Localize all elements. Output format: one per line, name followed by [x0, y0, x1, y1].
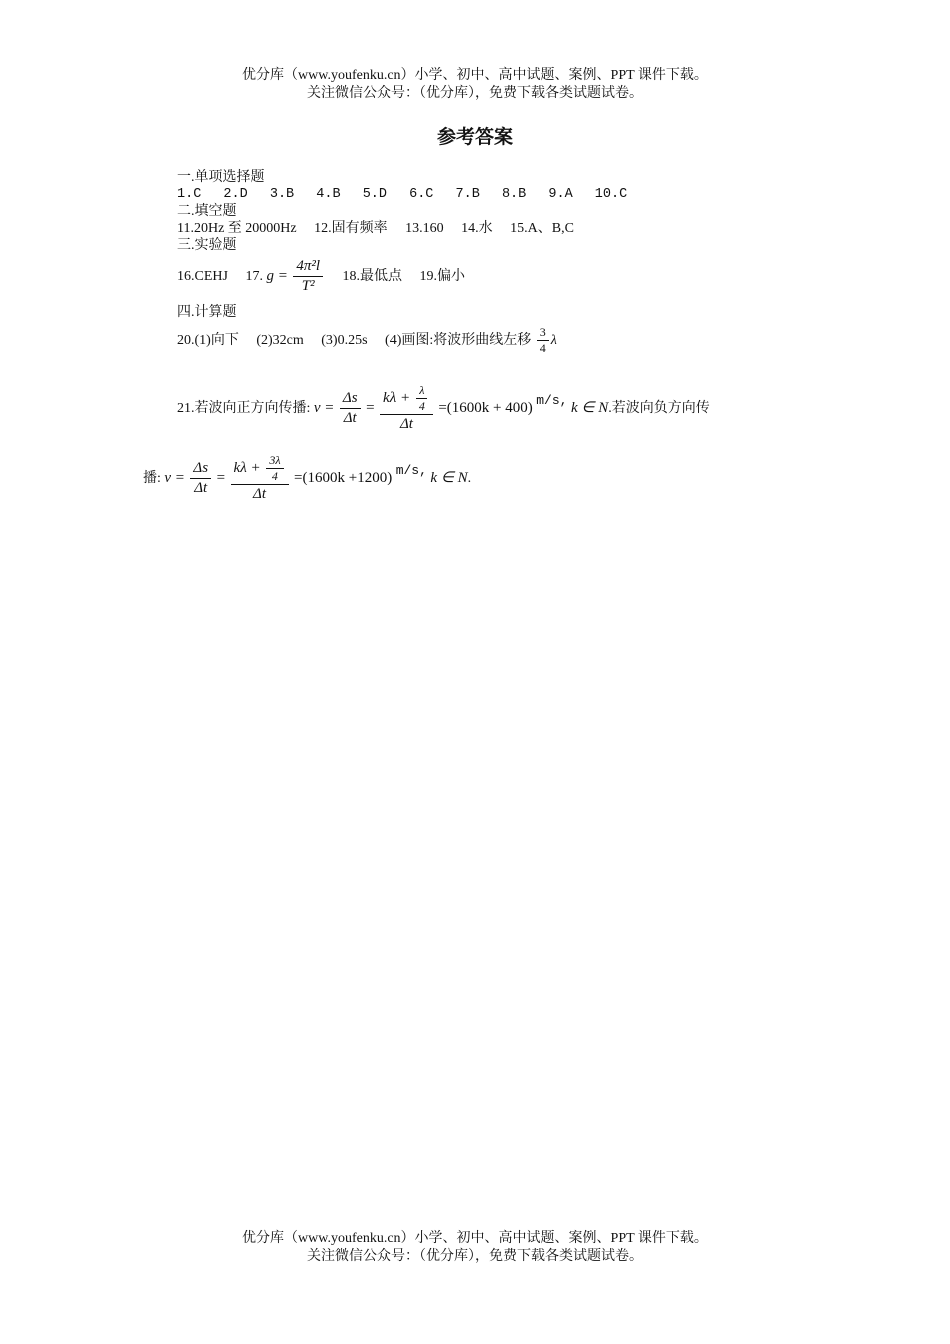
three-lambda-over-4: $\frac{3\lambda}{4}$ [266, 454, 283, 483]
ds-dt-fraction [340, 390, 361, 427]
answer-21-cont: 播: [143, 471, 161, 486]
answer: 4.B [316, 187, 341, 202]
fraction-numerator: 3 [537, 326, 549, 341]
answer-21-intro: 21.若波向正方向传播: [177, 401, 311, 416]
answer: 6.C [409, 187, 434, 202]
header-line-1: 优分库（www.youfenku.cn）小学、初中、高中试题、案例、PPT 课件下载。 [242, 68, 708, 83]
answer: 1.C [177, 187, 202, 202]
answer-21-end: . [467, 471, 472, 486]
fraction-numerator: 4π²l [293, 258, 323, 277]
negative-result: =(1600k +1200) [294, 470, 393, 486]
answer-21-positive [177, 368, 710, 442]
answer-20-part: (2)32cm [256, 333, 304, 348]
page-title: 参考答案 [436, 126, 513, 148]
unit: m/s, [536, 393, 568, 408]
page-header [0, 67, 950, 103]
footer-line-2: 关注微信公众号：（优分库），免费下载各类试题试卷。 [307, 1249, 643, 1264]
equals-sign: = [216, 470, 226, 486]
answer-16: 16.CEHJ [177, 269, 228, 284]
fraction-denominator: Δt [343, 410, 357, 427]
fraction-numerator: kλ + $\frac{\lambda}{4}$ [380, 384, 433, 415]
section-2-answers [177, 220, 574, 237]
positive-result: =(1600k + 400) [438, 400, 533, 416]
page-footer [0, 1230, 950, 1266]
fraction-denominator: T² [301, 278, 315, 295]
section-2-heading: 二.填空题 [177, 204, 237, 219]
fraction-denominator: Δt [399, 416, 413, 433]
section-1-heading: 一.单项选择题 [177, 170, 265, 185]
section-3-answers [177, 257, 465, 296]
section-1-answers [177, 186, 627, 203]
answer-20-part: (4)画图:将波形曲线左移 [385, 333, 532, 348]
fraction-denominator: 4 [539, 341, 546, 356]
answer: 13.160 [405, 221, 444, 236]
header-line-2: 关注微信公众号：（优分库），免费下载各类试题试卷。 [307, 86, 643, 101]
answer: 7.B [455, 187, 480, 202]
answer: 9.A [548, 187, 573, 202]
answer: 3.B [269, 187, 295, 202]
k-in-n: k ∈ N [570, 400, 609, 416]
answer-21-mid: .若波向负方向传 [608, 401, 710, 416]
answer-17-label: 17. [245, 269, 263, 284]
fraction-numerator: kλ + $\frac{3\lambda}{4}$ [231, 454, 289, 485]
equals-sign: = [366, 400, 375, 416]
answer: 12.固有频率 [314, 221, 388, 236]
answer-20-part: 20.(1)向下 [177, 333, 239, 348]
answer: 5.D [362, 187, 387, 202]
answer-17-fraction [293, 258, 323, 295]
footer-line-1: 优分库（www.youfenku.cn）小学、初中、高中试题、案例、PPT 课件下载。 [242, 1231, 708, 1246]
answer-21-negative [143, 438, 471, 512]
negative-fraction [231, 454, 289, 503]
section-4-heading: 四.计算题 [177, 305, 237, 320]
answer: 8.B [501, 187, 527, 202]
lambda-symbol: λ [550, 333, 557, 348]
velocity-lhs: v = [164, 470, 185, 486]
answer: 11.20Hz 至 20000Hz [177, 221, 297, 236]
answer-17-lhs: g = [266, 268, 288, 284]
section-3-heading: 三.实验题 [177, 238, 237, 253]
velocity-lhs: v = [313, 400, 335, 416]
answer: 14.水 [461, 221, 493, 236]
answer-20-part: (3)0.25s [321, 333, 368, 348]
ds-dt-fraction [190, 460, 211, 497]
fraction-denominator: Δt [194, 480, 208, 497]
k-in-n: k ∈ N [430, 470, 468, 486]
answer-19: 19.偏小 [419, 269, 466, 284]
answer: 2.D [223, 187, 248, 202]
fraction-numerator: Δs [190, 460, 211, 479]
positive-fraction [380, 384, 433, 433]
answer-18: 18.最低点 [342, 269, 403, 284]
lambda-over-4: $\frac{\lambda}{4}$ [416, 384, 428, 413]
answer-20-fraction [537, 326, 549, 355]
fraction-numerator: Δs [340, 390, 361, 409]
unit: m/s, [395, 463, 427, 478]
answer-20 [177, 322, 557, 360]
fraction-denominator: Δt [253, 486, 267, 503]
answer: 15.A、B,C [510, 221, 574, 236]
answer: 10.C [594, 187, 628, 202]
